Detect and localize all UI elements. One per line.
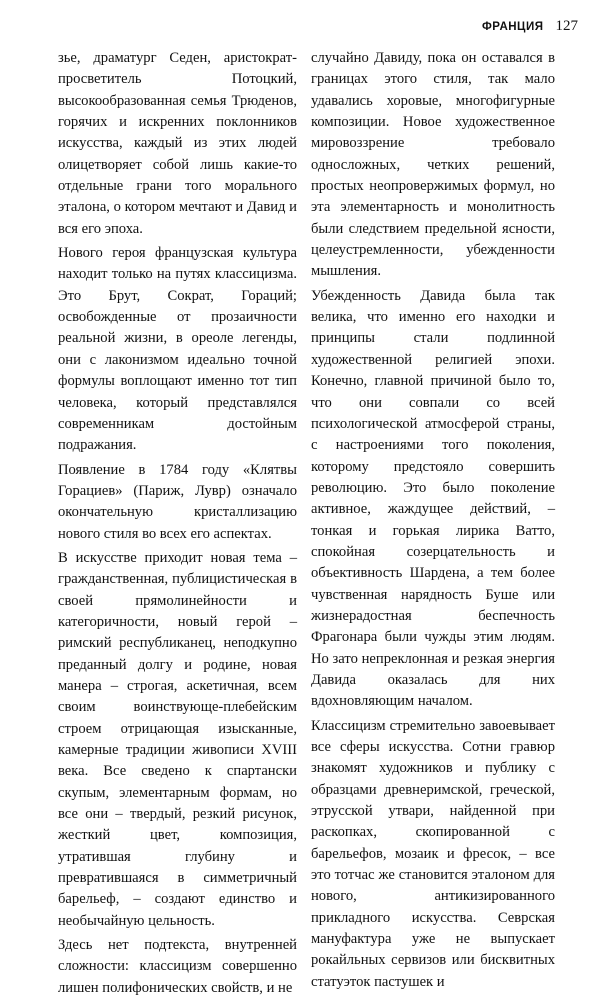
left-paragraph-2: Нового героя французская культура находит только на путях классицизма. Это Брут, Сократ, Гораций; освобожденные от прозаичности реальной жизни, в ореоле легенды, они с лаконизмом идеально точной формулы воплощают именно тот тип человека, который представлялся современникам достойным подражания.: [58, 245, 297, 454]
left-paragraph-3: Появление в 1784 году «Клятвы Горациев» (Париж, Лувр) означало окончательную кристаллизацию нового стиля во всех его аспектах.: [58, 461, 297, 542]
left-paragraph-4: В искусстве приходит новая тема – гражданственная, публицистическая в своей прямолинейности и категоричности, новый герой – римский республиканец, неподкупно преданный долгу и родине, новая манера – строгая, аскетичная, всем своим воинствующе-плебейским строем отрицающая изысканные, камерные традиции живописи XVIII века. Все сведено к спартански скупым, элементарным формам, но все они – твердый, резкий рисунок, жесткий цвет, композиция, утратившая глубину и превратившаяся в симметричный барельеф, – создают единство и необычайную цельность.: [58, 549, 297, 929]
left-column: [58, 48, 297, 1002]
page-number: 127: [555, 18, 578, 34]
right-paragraph-1: случайно Давиду, пока он оставался в границах этого стиля, так мало удавались хоровые, многофигурные композиции. Новое художественное мировоззрение требовало односложных, четких решений, простых неопровержимых формул, но эта элементарность и монолитность были следствием предельной ясности, целеустремленности, убежденности мышления.: [311, 50, 555, 280]
right-paragraph-2: Убежденность Давида была так велика, что именно его находки и принципы стали подлинной художественной религией эпохи. Конечно, главной причиной было то, что они совпали со всей психологической атмосферой страны, с настроениями того поколения, которому предстояло совершить революцию. Это было поколение активное, жаждущее действий, – тонкая и горькая лирика Ватто, спокойная созерцательность и объективность Шардена, а тем более чувственная нарядность Буше или жизнерадостная беспечность Фрагонара были чужды этим людям. Но зато непреклонная и резкая энергия Давида оказалась для них вдохновляющим началом.: [311, 287, 555, 710]
section-title: ФРАНЦИЯ: [481, 21, 544, 33]
right-paragraph-3: Классицизм стремительно завоевывает все сферы искусства. Сотни гравюр знакомят художников и публику с образцами древнеримской, греческой, этрусской утвари, найденной при раскопках, скопированной с барельефов, мозаик и фресок, – все это тотчас же становится эталоном для нового, антикизированного прикладного искусства. Севрская мануфактура уже не выпускает рокайльных сервизов или бисквитных статуэток пастушек и: [311, 717, 555, 990]
left-paragraph-1: зье, драматург Седен, аристократ-просветитель Потоцкий, высокообразованная семья Трюденов, горячих и искренних поклонников искусства, каждый из этих людей олицетворяет собой лишь какие-то отдельные грани того морального эталона, о котором мечтают и Давид и вся его эпоха.: [58, 50, 297, 237]
left-paragraph-5: Здесь нет подтекста, внутренней сложности: классицизм совершенно лишен полифонических свойств, и не: [58, 937, 297, 996]
right-column: [311, 48, 555, 996]
running-header: [482, 18, 578, 35]
